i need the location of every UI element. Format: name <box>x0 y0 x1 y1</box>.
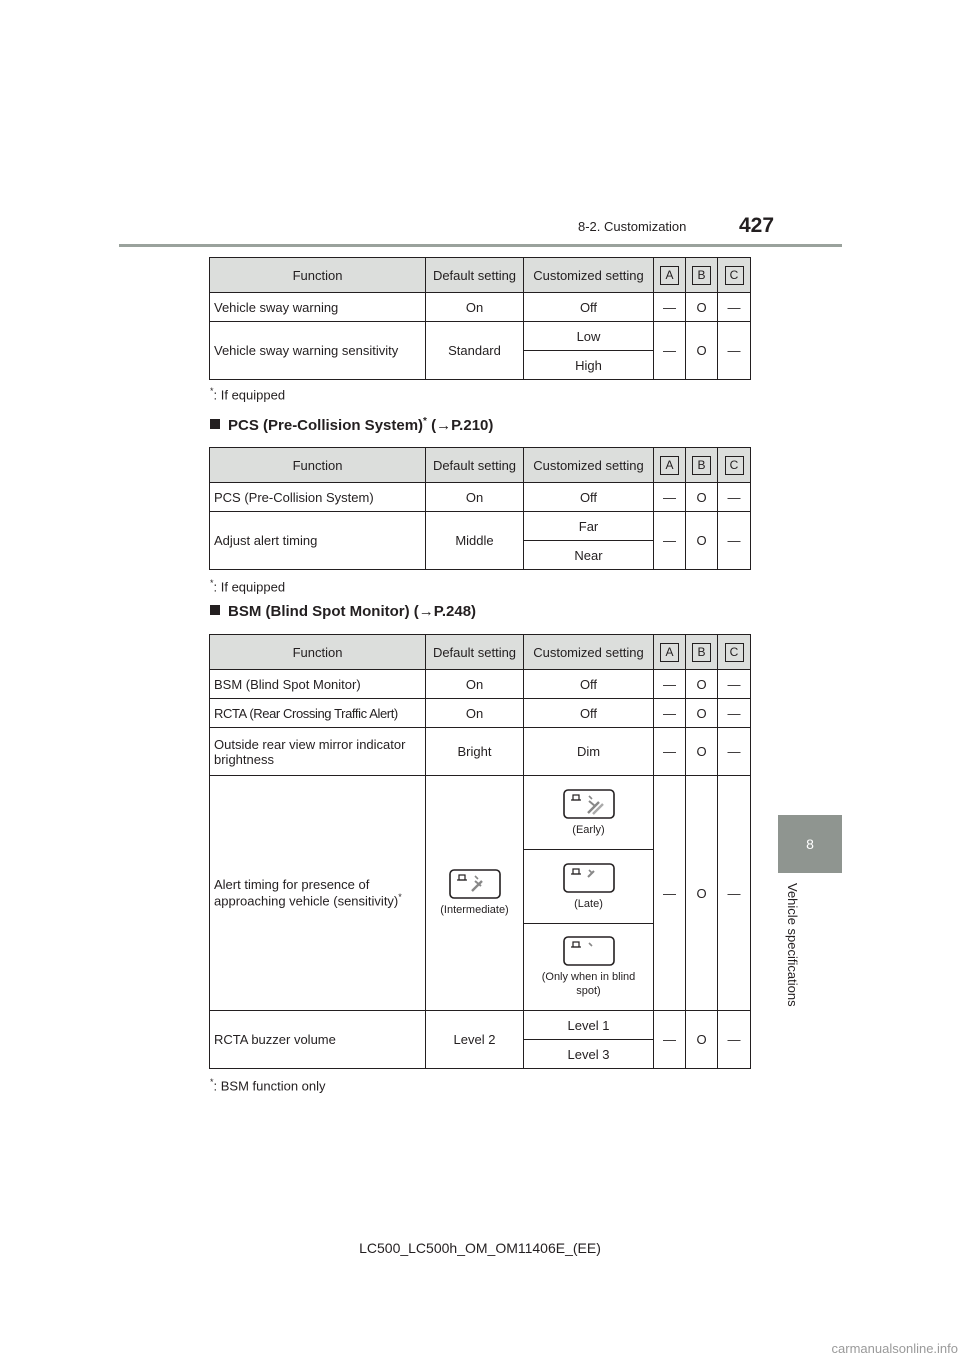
footnote-text: : If equipped <box>213 579 286 595</box>
chapter-label <box>786 883 800 1023</box>
cell-a: — <box>654 512 686 570</box>
col-b <box>686 258 718 293</box>
col-c-label: C <box>725 266 744 285</box>
cell-function: Outside rear view mirror indicator brightness <box>210 728 426 776</box>
cell-a: — <box>654 483 686 512</box>
cell-function-sup: * <box>398 892 402 903</box>
cell-c: — <box>718 322 751 380</box>
cell-b: O <box>686 670 718 699</box>
watermark: carmanualsonline.info <box>831 1341 958 1356</box>
col-a <box>654 258 686 293</box>
heading-ref[interactable]: (→P.210) <box>426 417 494 434</box>
col-default: Default setting <box>426 448 524 483</box>
heading-text[interactable]: BSM (Blind Spot Monitor) (→P.248) <box>228 603 477 620</box>
col-function: Function <box>210 258 426 293</box>
document-code: LC500_LC500h_OM_OM11406E_(EE) <box>359 1240 601 1256</box>
col-b <box>686 635 718 670</box>
footnote-mark: * <box>210 578 214 588</box>
footnote-mark: * <box>210 386 214 396</box>
col-default: Default setting <box>426 258 524 293</box>
cell-c: — <box>718 670 751 699</box>
col-b <box>686 448 718 483</box>
col-a-label: A <box>660 643 679 662</box>
cell-default: Middle <box>426 512 524 570</box>
cell-custom: Level 1 <box>524 1011 654 1040</box>
section-title: 8-2. Customization <box>578 219 687 234</box>
cell-a: — <box>654 670 686 699</box>
col-c-label: C <box>725 643 744 662</box>
table-row <box>210 670 751 699</box>
cell-function: Vehicle sway warning <box>210 293 426 322</box>
section-heading-pcs <box>210 416 493 434</box>
cell-a: — <box>654 699 686 728</box>
table-header-row <box>210 448 751 483</box>
col-c-label: C <box>725 456 744 475</box>
cell-function: RCTA (Rear Crossing Traffic Alert) <box>210 699 426 728</box>
cell-b: O <box>686 483 718 512</box>
cell-custom: Far <box>524 512 654 541</box>
cell-c: — <box>718 512 751 570</box>
table-row <box>210 512 751 541</box>
table-row <box>210 699 751 728</box>
cell-b: O <box>686 293 718 322</box>
col-b-label: B <box>692 643 711 662</box>
col-a <box>654 635 686 670</box>
cell-default: Standard <box>426 322 524 380</box>
icon-caption: (Only when in blind spot) <box>541 971 636 997</box>
cell-b: O <box>686 512 718 570</box>
icon-caption: (Intermediate) <box>440 904 509 916</box>
footnote-text: : BSM function only <box>213 1078 326 1094</box>
cell-default <box>426 776 524 1011</box>
col-b-label: B <box>692 266 711 285</box>
bsm-table <box>209 634 751 1069</box>
cell-b: O <box>686 322 718 380</box>
cell-c: — <box>718 1011 751 1069</box>
square-bullet-icon <box>210 419 220 429</box>
cell-c: — <box>718 483 751 512</box>
footnote-mark: * <box>210 1077 214 1087</box>
cell-a: — <box>654 293 686 322</box>
sway-warning-table <box>209 257 751 380</box>
chapter-number: 8 <box>806 836 814 852</box>
footnote-text: : If equipped <box>213 387 286 403</box>
table-header-row <box>210 258 751 293</box>
cell-function-text: Alert timing for presence of approaching vehicle (sensitivity) <box>214 877 399 909</box>
cell-default: On <box>426 670 524 699</box>
cell-a: — <box>654 322 686 380</box>
col-custom: Customized setting <box>524 258 654 293</box>
col-b-label: B <box>692 456 711 475</box>
cell-custom <box>524 776 654 850</box>
cell-function: Adjust alert timing <box>210 512 426 570</box>
square-bullet-icon <box>210 605 220 615</box>
footnote <box>210 1077 326 1093</box>
table-row <box>210 483 751 512</box>
cell-custom: Near <box>524 541 654 570</box>
pcs-table <box>209 447 751 570</box>
cell-custom: Low <box>524 322 654 351</box>
table-row <box>210 1011 751 1040</box>
footnote <box>210 386 285 402</box>
bsm-late-icon <box>563 863 615 893</box>
cell-function: PCS (Pre-Collision System) <box>210 483 426 512</box>
page-number: 427 <box>739 214 775 237</box>
cell-b: O <box>686 1011 718 1069</box>
col-custom: Customized setting <box>524 448 654 483</box>
bsm-blind-spot-icon <box>563 936 615 966</box>
cell-default: On <box>426 483 524 512</box>
cell-function <box>210 776 426 1011</box>
cell-a: — <box>654 1011 686 1069</box>
col-a-label: A <box>660 456 679 475</box>
icon-caption: (Early) <box>572 823 605 836</box>
cell-default: Level 2 <box>426 1011 524 1069</box>
cell-default: On <box>426 293 524 322</box>
cell-a: — <box>654 776 686 1011</box>
table-row <box>210 322 751 351</box>
chapter-label-text: Vehicle specifications <box>785 883 800 1007</box>
header-divider <box>119 244 842 247</box>
heading-text: PCS (Pre-Collision System) <box>228 417 424 434</box>
footnote <box>210 578 285 594</box>
cell-custom: Dim <box>524 728 654 776</box>
cell-default: Bright <box>426 728 524 776</box>
cell-custom: Off <box>524 293 654 322</box>
table-row <box>210 728 751 776</box>
col-function: Function <box>210 635 426 670</box>
cell-c: — <box>718 728 751 776</box>
cell-b: O <box>686 728 718 776</box>
cell-c: — <box>718 699 751 728</box>
col-a <box>654 448 686 483</box>
col-default: Default setting <box>426 635 524 670</box>
col-function: Function <box>210 448 426 483</box>
cell-b: O <box>686 776 718 1011</box>
col-a-label: A <box>660 266 679 285</box>
cell-default: On <box>426 699 524 728</box>
cell-custom: Off <box>524 670 654 699</box>
cell-function: BSM (Blind Spot Monitor) <box>210 670 426 699</box>
cell-custom: High <box>524 351 654 380</box>
cell-custom: Level 3 <box>524 1040 654 1069</box>
col-c <box>718 448 751 483</box>
cell-c: — <box>718 776 751 1011</box>
bsm-intermediate-icon <box>449 869 501 899</box>
cell-custom <box>524 850 654 924</box>
cell-function: RCTA buzzer volume <box>210 1011 426 1069</box>
section-heading-bsm <box>210 603 476 620</box>
chapter-tab[interactable] <box>778 815 842 873</box>
col-c <box>718 258 751 293</box>
cell-custom <box>524 924 654 1011</box>
cell-custom: Off <box>524 699 654 728</box>
icon-caption: (Late) <box>574 897 603 910</box>
heading-sup: * <box>423 416 427 427</box>
cell-c: — <box>718 293 751 322</box>
table-row <box>210 776 751 850</box>
cell-function: Vehicle sway warning sensitivity <box>210 322 426 380</box>
table-row <box>210 293 751 322</box>
cell-custom: Off <box>524 483 654 512</box>
bsm-early-icon <box>563 789 615 819</box>
col-c <box>718 635 751 670</box>
cell-a: — <box>654 728 686 776</box>
cell-b: O <box>686 699 718 728</box>
col-custom: Customized setting <box>524 635 654 670</box>
table-header-row <box>210 635 751 670</box>
